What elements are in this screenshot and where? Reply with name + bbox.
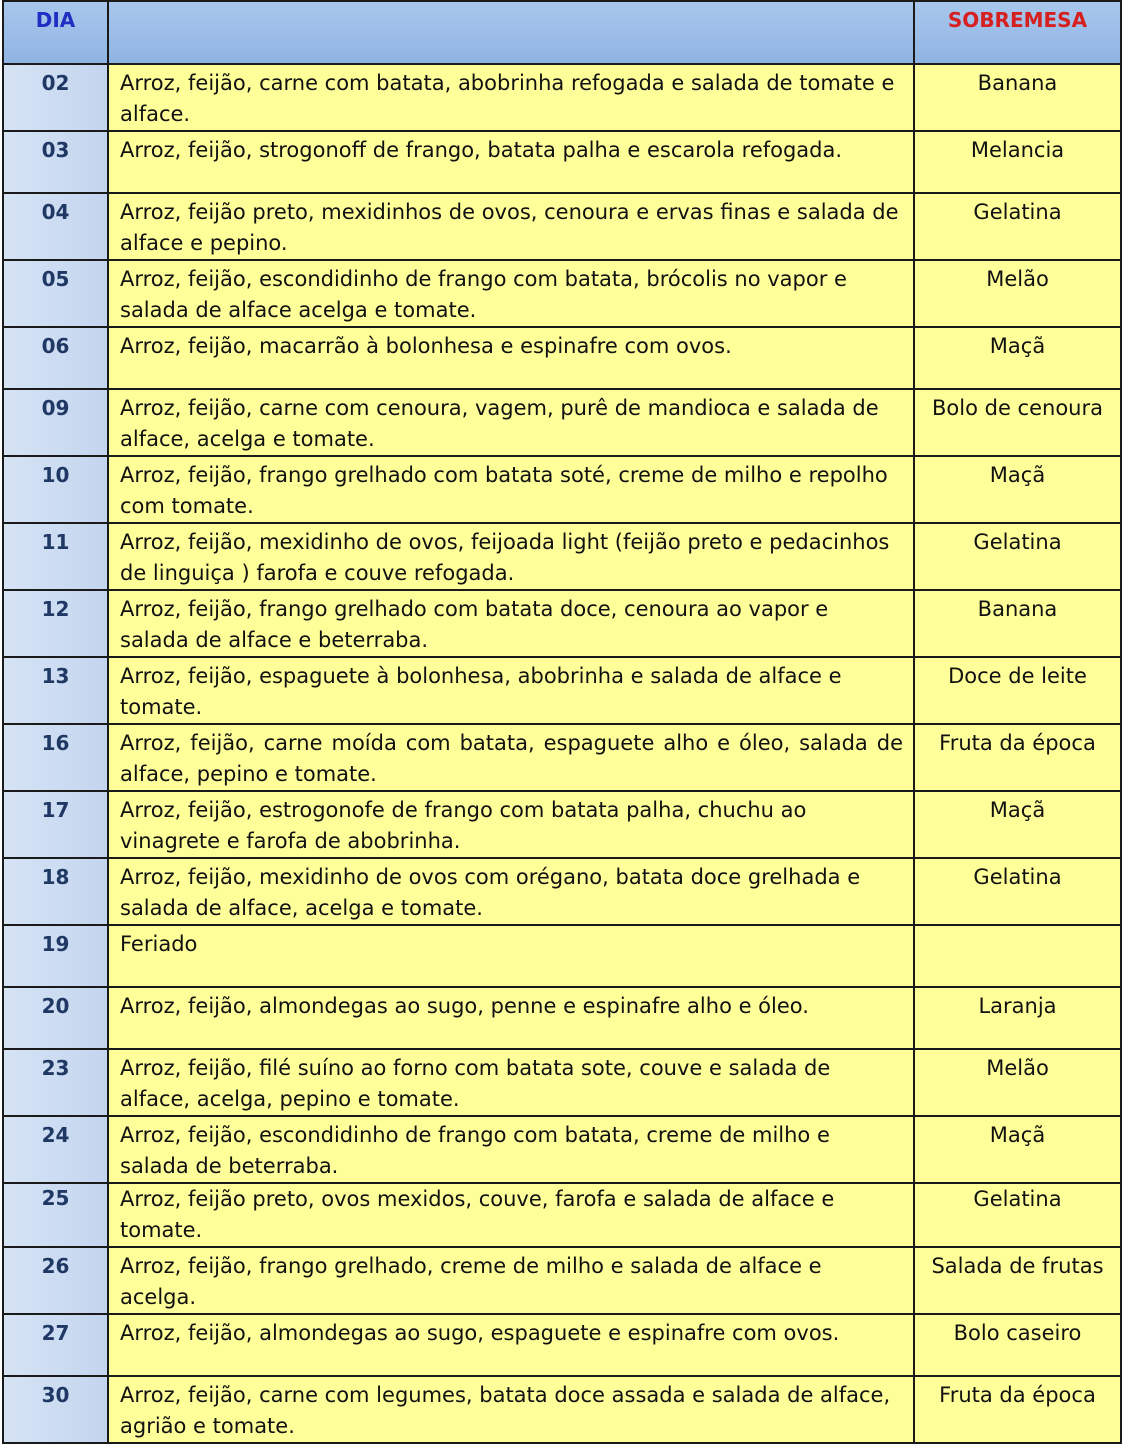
day-cell: 17	[3, 791, 108, 858]
meal-cell: Arroz, feijão, frango grelhado, creme de milho e salada de alface e acelga.	[108, 1247, 914, 1314]
table-row	[3, 131, 1121, 193]
table-row	[3, 987, 1121, 1049]
table-row	[3, 724, 1121, 791]
meal-cell: Arroz, feijão, filé suíno ao forno com batata sote, couve e salada de alface, acelga, pepino e tomate.	[108, 1049, 914, 1116]
dessert-cell: Laranja	[914, 987, 1121, 1049]
meal-cell: Arroz, feijão, mexidinho de ovos, feijoada light (feijão preto e pedacinhos de linguiça ) farofa e couve refogada.	[108, 523, 914, 590]
day-cell: 03	[3, 131, 108, 193]
meal-cell: Arroz, feijão, mexidinho de ovos com orégano, batata doce grelhada e salada de alface, acelga e tomate.	[108, 858, 914, 925]
table-row	[3, 1247, 1121, 1314]
header-meal	[108, 1, 914, 64]
day-cell: 27	[3, 1314, 108, 1376]
table-row	[3, 925, 1121, 987]
table-row	[3, 1314, 1121, 1376]
meal-cell: Arroz, feijão, carne com legumes, batata doce assada e salada de alface, agrião e tomate.	[108, 1376, 914, 1443]
day-cell: 02	[3, 64, 108, 131]
meal-cell: Arroz, feijão preto, mexidinhos de ovos, cenoura e ervas finas e salada de alface e pepino.	[108, 193, 914, 260]
meal-cell: Arroz, feijão, macarrão à bolonhesa e espinafre com ovos.	[108, 327, 914, 389]
meal-cell: Arroz, feijão, espaguete à bolonhesa, abobrinha e salada de alface e tomate.	[108, 657, 914, 724]
table-row	[3, 1183, 1121, 1247]
meal-cell: Arroz, feijão, estrogonofe de frango com batata palha, chuchu ao vinagrete e farofa de abobrinha.	[108, 791, 914, 858]
day-cell: 12	[3, 590, 108, 657]
table-row	[3, 327, 1121, 389]
table-row	[3, 260, 1121, 327]
dessert-cell: Gelatina	[914, 858, 1121, 925]
day-cell: 04	[3, 193, 108, 260]
table-row	[3, 791, 1121, 858]
day-cell: 25	[3, 1183, 108, 1247]
dessert-cell	[914, 925, 1121, 987]
table-row	[3, 858, 1121, 925]
dessert-cell: Maçã	[914, 791, 1121, 858]
table-row	[3, 1116, 1121, 1183]
dessert-cell: Banana	[914, 590, 1121, 657]
table-row	[3, 1049, 1121, 1116]
dessert-cell: Maçã	[914, 327, 1121, 389]
header-dessert: SOBREMESA	[914, 1, 1121, 64]
day-cell: 05	[3, 260, 108, 327]
dessert-cell: Melão	[914, 260, 1121, 327]
day-cell: 26	[3, 1247, 108, 1314]
menu-table	[2, 0, 1122, 1444]
dessert-cell: Melancia	[914, 131, 1121, 193]
dessert-cell: Gelatina	[914, 1183, 1121, 1247]
table-row	[3, 193, 1121, 260]
meal-cell: Arroz, feijão, frango grelhado com batata doce, cenoura ao vapor e salada de alface e beterraba.	[108, 590, 914, 657]
dessert-cell: Melão	[914, 1049, 1121, 1116]
dessert-cell: Bolo de cenoura	[914, 389, 1121, 456]
meal-cell: Arroz, feijão, frango grelhado com batata soté, creme de milho e repolho com tomate.	[108, 456, 914, 523]
dessert-cell: Salada de frutas	[914, 1247, 1121, 1314]
header-row	[3, 1, 1121, 64]
day-cell: 19	[3, 925, 108, 987]
table-row	[3, 456, 1121, 523]
dessert-cell: Maçã	[914, 456, 1121, 523]
day-cell: 13	[3, 657, 108, 724]
dessert-cell: Gelatina	[914, 193, 1121, 260]
day-cell: 11	[3, 523, 108, 590]
table-row	[3, 389, 1121, 456]
meal-cell: Arroz, feijão, almondegas ao sugo, espaguete e espinafre com ovos.	[108, 1314, 914, 1376]
meal-cell: Arroz, feijão, escondidinho de frango com batata, brócolis no vapor e salada de alface acelga e tomate.	[108, 260, 914, 327]
day-cell: 24	[3, 1116, 108, 1183]
dessert-cell: Doce de leite	[914, 657, 1121, 724]
table-row	[3, 1376, 1121, 1443]
header-day: DIA	[3, 1, 108, 64]
dessert-cell: Banana	[914, 64, 1121, 131]
table-row	[3, 657, 1121, 724]
meal-cell: Arroz, feijão, strogonoff de frango, batata palha e escarola refogada.	[108, 131, 914, 193]
meal-cell: Arroz, feijão, escondidinho de frango com batata, creme de milho e salada de beterraba.	[108, 1116, 914, 1183]
meal-cell: Feriado	[108, 925, 914, 987]
day-cell: 16	[3, 724, 108, 791]
meal-cell: Arroz, feijão, carne moída com batata, espaguete alho e óleo, salada de alface, pepino e tomate.	[108, 724, 914, 791]
table-row	[3, 590, 1121, 657]
dessert-cell: Fruta da época	[914, 724, 1121, 791]
day-cell: 30	[3, 1376, 108, 1443]
table-row	[3, 64, 1121, 131]
day-cell: 23	[3, 1049, 108, 1116]
day-cell: 09	[3, 389, 108, 456]
meal-cell: Arroz, feijão, carne com cenoura, vagem, purê de mandioca e salada de alface, acelga e tomate.	[108, 389, 914, 456]
dessert-cell: Fruta da época	[914, 1376, 1121, 1443]
day-cell: 20	[3, 987, 108, 1049]
dessert-cell: Maçã	[914, 1116, 1121, 1183]
day-cell: 18	[3, 858, 108, 925]
meal-cell: Arroz, feijão, carne com batata, abobrinha refogada e salada de tomate e alface.	[108, 64, 914, 131]
meal-cell: Arroz, feijão, almondegas ao sugo, penne e espinafre alho e óleo.	[108, 987, 914, 1049]
table-row	[3, 523, 1121, 590]
day-cell: 06	[3, 327, 108, 389]
meal-cell: Arroz, feijão preto, ovos mexidos, couve, farofa e salada de alface e tomate.	[108, 1183, 914, 1247]
dessert-cell: Bolo caseiro	[914, 1314, 1121, 1376]
day-cell: 10	[3, 456, 108, 523]
dessert-cell: Gelatina	[914, 523, 1121, 590]
